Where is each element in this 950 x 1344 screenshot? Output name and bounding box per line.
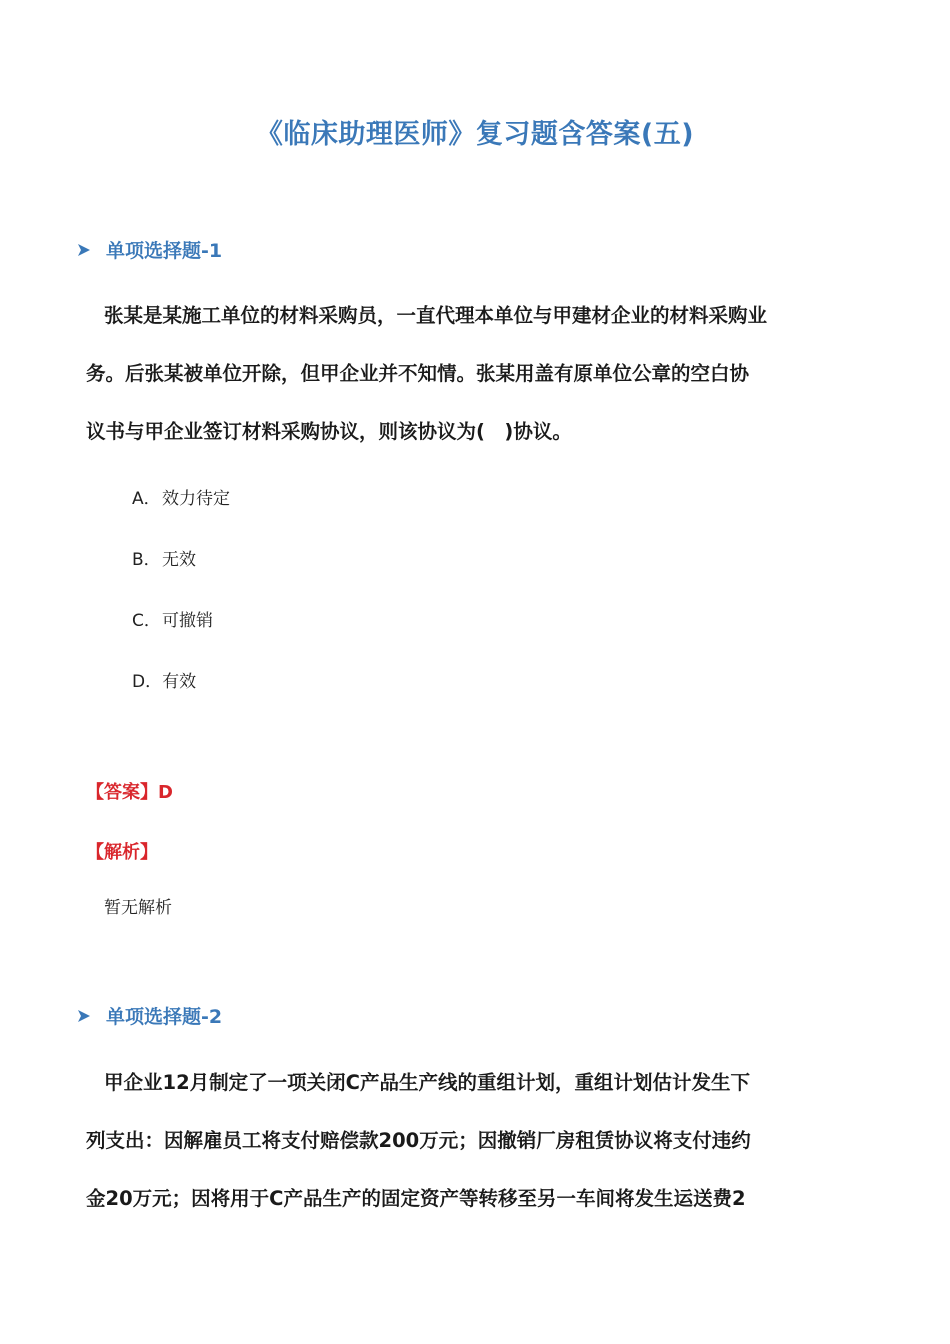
option-b <box>132 545 196 570</box>
question-line: 议书与甲企业签订材料采购协议，则该协议为( )协议。 <box>86 420 572 443</box>
option-letter: A． <box>132 489 161 509</box>
option-c <box>132 606 213 631</box>
analysis-label: 【解析】 <box>86 842 158 863</box>
question-text-2 <box>86 1054 866 1228</box>
section-heading-label: 单项选择题-2 <box>106 1006 223 1028</box>
question-text-1 <box>86 287 866 461</box>
arrow-bullet-icon <box>76 1008 92 1024</box>
section-heading-label: 单项选择题-1 <box>106 240 223 262</box>
option-letter: D． <box>132 672 163 692</box>
option-text: 效力待定 <box>162 489 230 509</box>
option-d <box>132 667 196 692</box>
section-heading-2 <box>76 1002 222 1029</box>
analysis-text: 暂无解析 <box>104 898 172 918</box>
option-letter: B． <box>132 550 161 570</box>
option-text: 无效 <box>162 550 196 570</box>
question-line: 张某是某施工单位的材料采购员，一直代理本单位与甲建材企业的材料采购业 <box>104 304 768 327</box>
answer-label: 【答案】D <box>86 782 173 803</box>
arrow-bullet-icon <box>76 242 92 258</box>
option-text: 可撤销 <box>162 611 213 631</box>
question-line: 列支出：因解雇员工将支付赔偿款200万元；因撤销厂房租赁协议将支付违约 <box>86 1129 751 1152</box>
option-text: 有效 <box>162 672 197 692</box>
document-title: 《临床助理医师》复习题含答案(五) <box>255 119 695 150</box>
option-a <box>132 484 230 509</box>
question-line: 甲企业12月制定了一项关闭C产品生产线的重组计划，重组计划估计发生下 <box>104 1071 750 1094</box>
option-letter: C． <box>132 611 161 631</box>
question-line: 金20万元；因将用于C产品生产的固定资产等转移至另一车间将发生运送费2 <box>86 1187 746 1210</box>
question-line: 务。后张某被单位开除，但甲企业并不知情。张某用盖有原单位公章的空白协 <box>86 362 750 385</box>
section-heading-1 <box>76 236 222 263</box>
